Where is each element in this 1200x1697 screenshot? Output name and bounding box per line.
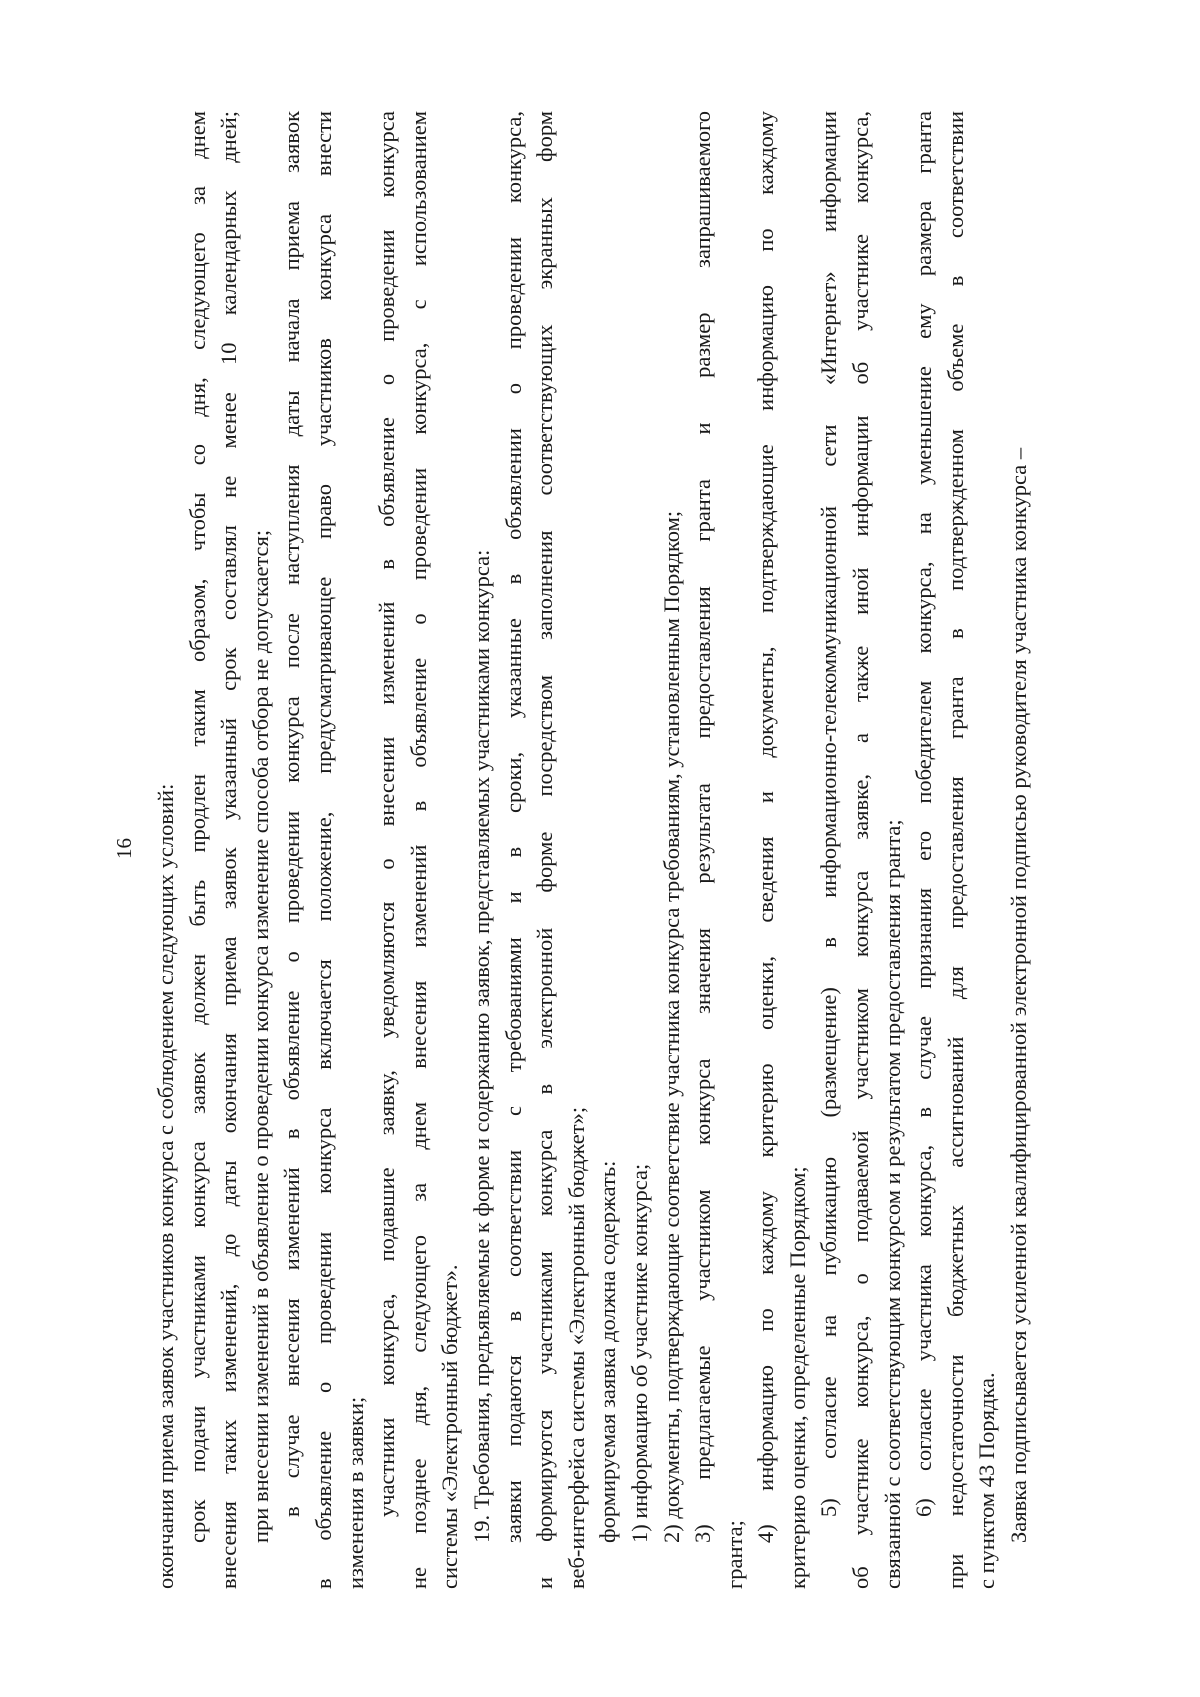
document-line: и формируются участниками конкурса в электронной форме посредством заполнения соответствующих экранных форм [532,111,558,1589]
document-line: гранта; [721,1520,747,1589]
document-line: участники конкурса, подавшие заявку, уведомляются о внесении изменений в объявление о проведении конкурса [374,111,400,1517]
page-number: 16 [112,838,136,859]
document-body [150,111,1035,1589]
document-line: об участнике конкурса, о подаваемой участником конкурса заявке, а также иной информации об участнике конкурса, [848,111,874,1589]
document-line: 2) документы, подтверждающие соответствие участника конкурса требованиям, установленным Порядком; [658,510,684,1543]
document-line: внесения таких изменений, до даты окончания приема заявок указанный срок составлял не менее 10 календарных дней; [216,111,242,1589]
document-line: с пунктом 43 Порядка. [974,1372,1000,1589]
document-line: 4) информацию по каждому критерию оценки, сведения и документы, подтверждающие информацию по каждому [753,111,779,1543]
document-line: 19. Требования, предъявляемые к форме и содержанию заявок, представляемых участниками конкурса: [468,549,494,1543]
document-line: 3) предлагаемые участником конкурса значения результата предоставления гранта и размер запрашиваемого [690,111,716,1543]
document-line: связанной с соответствующим конкурсом и результатом предоставления гранта; [879,819,905,1589]
document-line: окончания приема заявок участников конкурса с соблюдением следующих условий: [153,783,178,1589]
document-line: в случае внесения изменений в объявление о проведении конкурса после наступления даты начала приема заявок [279,111,305,1517]
document-line: 5) согласие на публикацию (размещение) в информационно-телекоммуникационной сети «Интернет» информации [816,111,842,1517]
document-line: срок подачи участниками конкурса заявок должен быть продлен таким образом, чтобы со дня, следующего за днем [184,111,210,1543]
document-line: 1) информацию об участнике конкурса; [626,1163,652,1543]
document-line: формируемая заявка должна содержать: [595,1160,621,1543]
document-line: веб-интерфейса системы «Электронный бюджет»; [563,1106,589,1589]
document-line: изменения в заявки; [342,1396,368,1589]
document-line: не позднее дня, следующего за днем внесения изменений в объявление о проведении конкурса, с использованием [405,111,431,1589]
document-line: системы «Электронный бюджет». [437,1264,463,1589]
document-line: при недостаточности бюджетных ассигнований для предоставления гранта в подтвержденном объеме в соответствии [942,111,968,1589]
document-line: заявки подаются в соответствии с требованиями и в сроки, указанные в объявлении о проведении конкурса, [500,111,526,1543]
document-line: Заявка подписывается усиленной квалифицированной электронной подписью руководителя участника конкурса – [1006,447,1032,1543]
document-line: 6) согласие участника конкурса, в случае признания его победителем конкурса, на уменьшение ему размера гранта [911,111,937,1517]
document-line: в объявление о проведении конкурса включается положение, предусматривающее право участников конкурса внести [310,111,336,1589]
document-line: при внесении изменений в объявление о проведении конкурса изменение способа отбора не допускается; [247,529,273,1543]
document-line: критерию оценки, определенные Порядком; [784,1166,810,1589]
